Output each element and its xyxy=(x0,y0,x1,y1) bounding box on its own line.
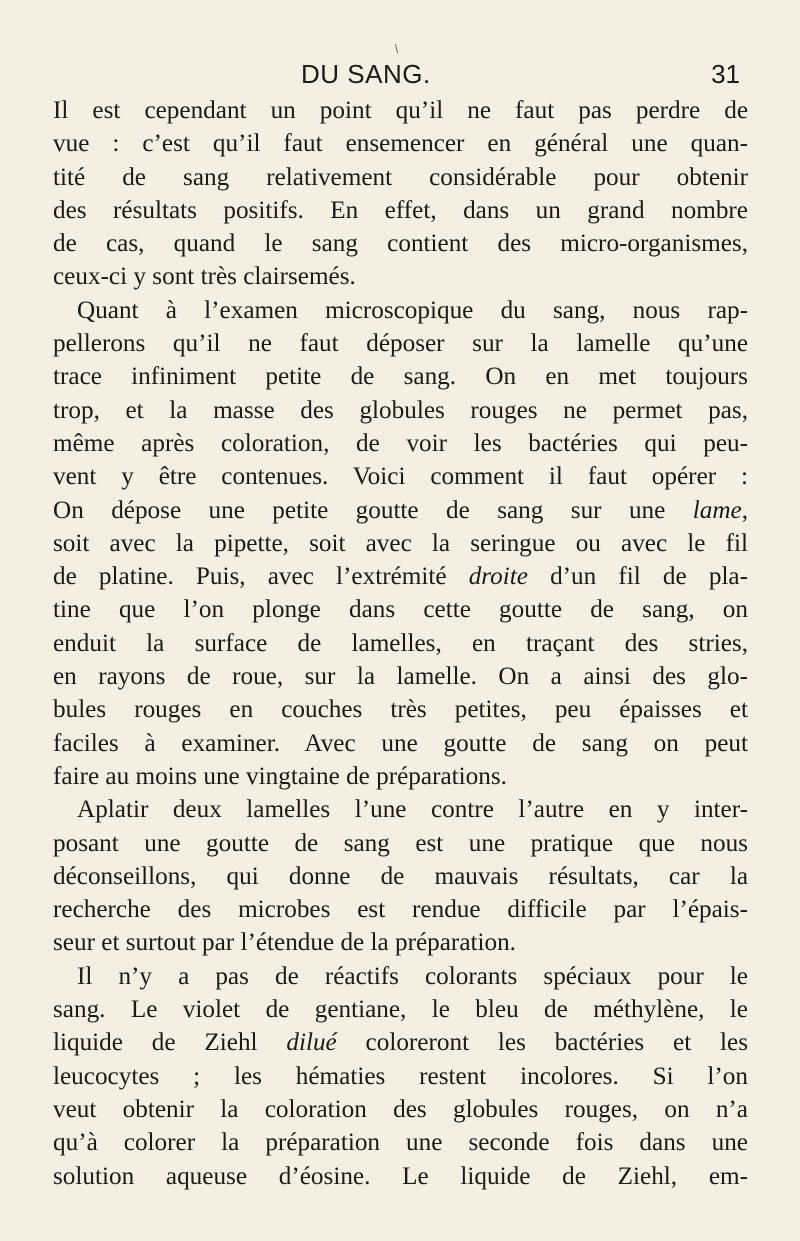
printer-tick-mark xyxy=(395,44,398,53)
text-run: de platine. Puis, avec l’extrémité xyxy=(53,563,469,591)
text-line: seur et surtout par l’étendue de la préparation. xyxy=(53,929,516,957)
italic-word: dilué xyxy=(286,1029,337,1057)
text-run: liquide de Ziehl xyxy=(53,1029,287,1057)
text-line: trace infiniment petite de sang. On en met toujours xyxy=(53,363,748,391)
text-line: trop, et la masse des globules rouges ne permet pas, xyxy=(53,396,748,424)
text-line: vent y être contenues. Voici comment il faut opérer : xyxy=(53,463,748,491)
text-line: ceux-ci y sont très clairsemés. xyxy=(53,263,356,291)
text-line xyxy=(53,560,748,593)
text-line: faire au moins une vingtaine de préparations. xyxy=(53,762,507,790)
text-line: pellerons qu’il ne faut déposer sur la lamelle qu’une xyxy=(53,330,748,358)
text-run: d’un fil de pla- xyxy=(527,563,749,591)
page-number: 31 xyxy=(711,59,740,89)
text-line: soit avec la pipette, soit avec la seringue ou avec le fil xyxy=(53,529,748,557)
text-run: On dépose une petite goutte de sang sur une xyxy=(53,496,693,524)
text-line: tine que l’on plonge dans cette goutte de sang, on xyxy=(53,596,748,624)
text-line: tité de sang relativement considérable pour obtenir xyxy=(53,163,748,191)
text-line: veut obtenir la coloration des globules rouges, on n’a xyxy=(53,1095,748,1123)
text-line: Quant à l’examen microscopique du sang, nous rap- xyxy=(77,296,748,324)
italic-word: lame xyxy=(692,496,742,524)
text-line xyxy=(53,494,748,527)
text-line: recherche des microbes est rendue difficile par l’épais- xyxy=(53,896,748,924)
text-line: solution aqueuse d’éosine. Le liquide de Ziehl, em- xyxy=(53,1162,748,1190)
text-line: Il n’y a pas de réactifs colorants spéciaux pour le xyxy=(77,962,748,990)
text-run: , xyxy=(741,496,748,524)
text-line: sang. Le violet de gentiane, le bleu de méthylène, le xyxy=(53,996,748,1024)
text-line xyxy=(53,1026,748,1059)
text-line: déconseillons, qui donne de mauvais résultats, car la xyxy=(53,862,748,890)
text-line: vue : c’est qu’il faut ensemencer en général une quan- xyxy=(53,130,748,158)
text-line: même après coloration, de voir les bactéries qui peu- xyxy=(53,429,748,457)
text-line: Il est cependant un point qu’il ne faut pas perdre de xyxy=(53,97,748,124)
text-line: qu’à colorer la préparation une seconde fois dans une xyxy=(53,1129,748,1157)
text-line: leucocytes ; les hématies restent incolores. Si l’on xyxy=(53,1062,748,1090)
text-line: bules rouges en couches très petites, peu épaisses et xyxy=(53,696,748,724)
running-head xyxy=(0,52,800,92)
text-line: des résultats positifs. En effet, dans un grand nombre xyxy=(53,196,748,224)
text-line: enduit la surface de lamelles, en traçant des stries, xyxy=(53,629,748,657)
text-line: de cas, quand le sang contient des micro-organismes, xyxy=(53,230,748,258)
running-title: DU SANG. xyxy=(301,59,431,89)
text-line: posant une goutte de sang est une pratique que nous xyxy=(53,829,748,857)
text-line: en rayons de roue, sur la lamelle. On a ainsi des glo- xyxy=(53,663,748,691)
text-run: coloreront les bactéries et les xyxy=(336,1029,748,1057)
text-line: Aplatir deux lamelles l’une contre l’autre en y inter- xyxy=(77,796,748,824)
italic-word: droite xyxy=(468,563,528,591)
text-line: faciles à examiner. Avec une goutte de sang on peut xyxy=(53,729,748,757)
body-text xyxy=(53,94,748,1193)
